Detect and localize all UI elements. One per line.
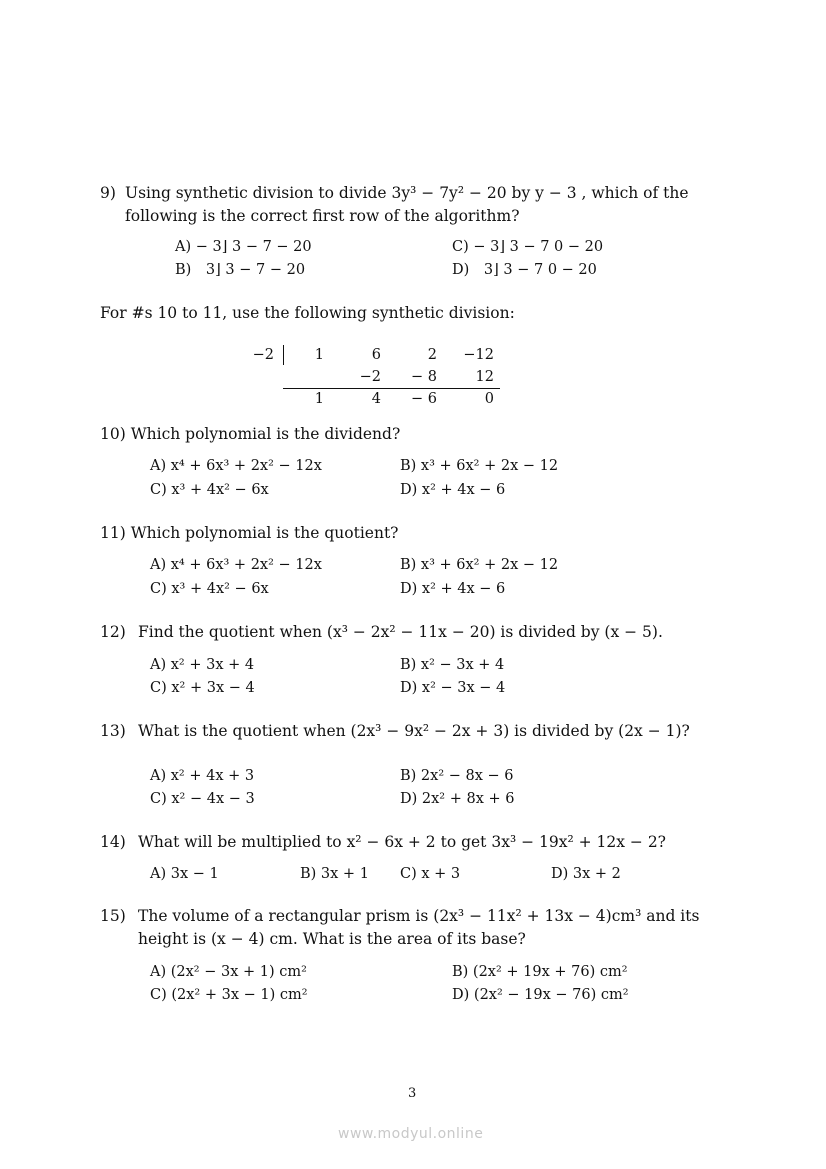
option-text: x² + 4x − 6 (421, 482, 506, 498)
option-label: D) (400, 581, 418, 597)
option-text: x³ + 4x² − 6x (171, 482, 269, 498)
q9-text-line1: Using synthetic division to divide 3y³ − 7y² − 20 by y − 3 , which of the (125, 184, 689, 202)
option-label: C) (150, 482, 167, 498)
q13-option-d (400, 792, 515, 807)
option-label: B) (452, 964, 469, 980)
sd-row3-cell: 4 (371, 391, 381, 407)
option-label: A) (150, 557, 167, 573)
option-text: x² − 3x + 4 (420, 657, 505, 673)
option-label: B) (400, 458, 417, 474)
option-text: 3⌋ 3 − 7 − 20 (205, 262, 306, 278)
option-label: A) (150, 657, 167, 673)
q9-option-a (175, 240, 312, 255)
option-text: − 3⌋ 3 − 7 − 20 (195, 239, 312, 255)
q12-option-c (150, 681, 255, 696)
q15-option-c (150, 988, 308, 1003)
option-text: x⁴ + 6x³ + 2x² − 12x (170, 557, 322, 573)
instruction-text: For #s 10 to 11, use the following synthetic division: (100, 304, 515, 322)
option-text: x⁴ + 6x³ + 2x² − 12x (170, 458, 322, 474)
option-label: A) (150, 768, 167, 784)
option-label: C) (150, 581, 167, 597)
option-text: 2x² + 8x + 6 (421, 791, 515, 807)
q11-option-d (400, 582, 505, 597)
option-text: 2x² − 8x − 6 (420, 768, 514, 784)
q12-option-d (400, 681, 505, 696)
option-label: C) (150, 987, 167, 1003)
q10-option-c (150, 483, 269, 498)
option-label: D) (400, 482, 418, 498)
option-text: x² + 4x − 6 (421, 581, 506, 597)
q13-text: What is the quotient when (2x³ − 9x² − 2x + 3) is divided by (2x − 1)? (138, 722, 690, 740)
option-text: x³ + 4x² − 6x (171, 581, 269, 597)
option-text: x² − 3x − 4 (421, 680, 506, 696)
q13-option-b (400, 769, 514, 784)
option-text: (2x² − 3x + 1) cm² (170, 964, 307, 980)
q15-number: 15) (100, 907, 126, 925)
q12-number: 12) (100, 623, 126, 641)
option-text: x² + 4x + 3 (170, 768, 255, 784)
option-label: C) (400, 866, 417, 882)
option-label: C) (150, 791, 167, 807)
option-label: B) (400, 657, 417, 673)
option-text: 3x + 2 (572, 866, 621, 882)
q13-option-a (150, 769, 254, 784)
q14-option-d (551, 867, 621, 882)
q15-text-line1: The volume of a rectangular prism is (2x³ − 11x² + 13x − 4)cm³ and its (138, 907, 700, 925)
q11-option-b (400, 558, 558, 573)
page-number: 3 (408, 1086, 417, 1101)
option-text: x² + 3x + 4 (170, 657, 255, 673)
option-text: x + 3 (421, 866, 461, 882)
option-text: 3⌋ 3 − 7 0 − 20 (483, 262, 597, 278)
sd-divisor: −2 (252, 347, 274, 363)
q14-option-c (400, 867, 460, 882)
q9-number: 9) (100, 184, 116, 202)
q9-option-d (452, 263, 597, 278)
option-label: D) (400, 791, 418, 807)
option-text: − 3⌋ 3 − 7 0 − 20 (473, 239, 604, 255)
q10-option-d (400, 483, 505, 498)
sd-row3-cell: 1 (314, 391, 324, 407)
q11-option-c (150, 582, 269, 597)
q10-text: 10) Which polynomial is the dividend? (100, 425, 401, 443)
q10-option-a (150, 459, 322, 474)
sd-row2-cell: − 8 (411, 369, 437, 385)
sd-horizontal-rule (283, 388, 500, 389)
option-label: D) (452, 987, 470, 1003)
q13-option-c (150, 792, 255, 807)
option-label: A) (175, 239, 192, 255)
q15-option-b (452, 965, 628, 980)
q12-option-a (150, 658, 254, 673)
sd-row1-cell: −12 (463, 347, 494, 363)
option-label: A) (150, 964, 167, 980)
option-label: A) (150, 866, 167, 882)
q15-text-line2: height is (x − 4) cm. What is the area of its base? (138, 930, 526, 948)
q9-text-line2: following is the correct first row of the algorithm? (125, 207, 520, 225)
q14-option-a (150, 867, 219, 882)
q11-text: 11) Which polynomial is the quotient? (100, 524, 399, 542)
q15-option-a (150, 965, 307, 980)
sd-row2-cell: 12 (475, 369, 494, 385)
sd-row1-cell: 6 (371, 347, 381, 363)
sd-row3-cell: − 6 (411, 391, 437, 407)
q11-option-a (150, 558, 322, 573)
option-label: B) (400, 768, 417, 784)
q12-option-b (400, 658, 504, 673)
option-text: x³ + 6x² + 2x − 12 (420, 557, 559, 573)
q9-option-b (175, 263, 305, 278)
q10-option-b (400, 459, 558, 474)
option-label: D) (551, 866, 569, 882)
option-label: B) (400, 557, 417, 573)
q13-number: 13) (100, 722, 126, 740)
option-text: 3x − 1 (170, 866, 219, 882)
option-text: 3x + 1 (320, 866, 369, 882)
option-text: x² − 4x − 3 (171, 791, 255, 807)
option-text: (2x² − 19x − 76) cm² (473, 987, 629, 1003)
option-label: C) (150, 680, 167, 696)
sd-row1-cell: 2 (427, 347, 437, 363)
option-label: B) (175, 262, 192, 278)
sd-row3-cell: 0 (484, 391, 494, 407)
q14-option-b (300, 867, 369, 882)
q15-option-d (452, 988, 629, 1003)
option-text: (2x² + 19x + 76) cm² (472, 964, 628, 980)
option-label: A) (150, 458, 167, 474)
q12-text: Find the quotient when (x³ − 2x² − 11x − 20) is divided by (x − 5). (138, 623, 663, 641)
option-label: D) (452, 262, 470, 278)
q14-number: 14) (100, 833, 126, 851)
option-text: x³ + 6x² + 2x − 12 (420, 458, 559, 474)
option-label: C) (452, 239, 469, 255)
option-text: x² + 3x − 4 (171, 680, 255, 696)
q9-option-c (452, 240, 603, 255)
sd-row2-cell: −2 (359, 369, 381, 385)
option-label: D) (400, 680, 418, 696)
sd-row1-cell: 1 (314, 347, 324, 363)
q14-text: What will be multiplied to x² − 6x + 2 to get 3x³ − 19x² + 12x − 2? (138, 833, 666, 851)
watermark: www.modyul.online (338, 1126, 484, 1142)
option-text: (2x² + 3x − 1) cm² (171, 987, 308, 1003)
option-label: B) (300, 866, 317, 882)
